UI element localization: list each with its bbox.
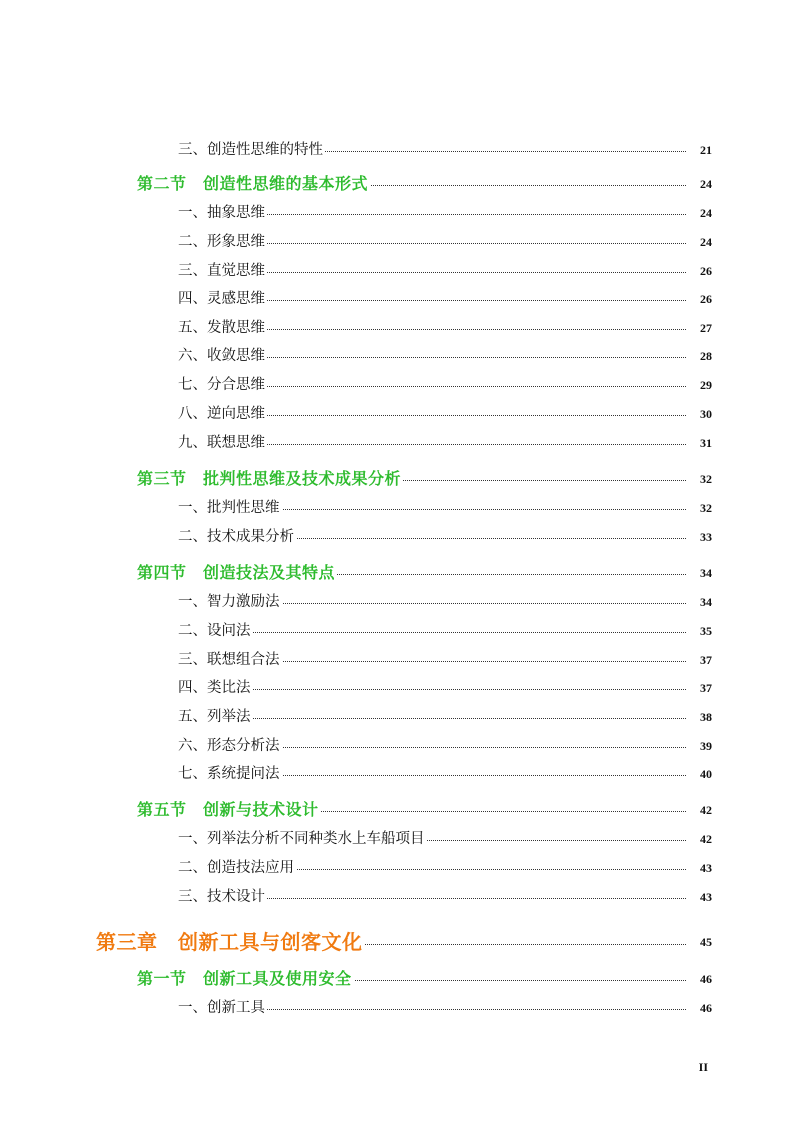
toc-entry[interactable] (0, 621, 800, 641)
toc-section-entry[interactable] (0, 469, 800, 489)
dot-leader (178, 632, 686, 633)
toc-entry-page: 30 (700, 407, 712, 421)
toc-entry-page: 33 (700, 530, 712, 544)
toc-entry-title: 二、技术成果分析 (178, 529, 294, 545)
toc-entry-page: 28 (700, 349, 712, 363)
toc-entry-title: 六、收敛思维 (178, 348, 265, 364)
toc-entry[interactable] (0, 592, 800, 612)
toc-entry[interactable] (0, 203, 800, 223)
toc-entry-title: 七、分合思维 (178, 377, 265, 393)
toc-entry[interactable] (0, 527, 800, 547)
toc-entry-page: 24 (700, 177, 712, 191)
toc-entry-title: 一、批判性思维 (178, 500, 280, 516)
toc-entry[interactable] (0, 887, 800, 907)
toc-entry[interactable] (0, 433, 800, 453)
toc-entry-page: 29 (700, 378, 712, 392)
dot-leader (178, 689, 686, 690)
toc-entry-page: 45 (700, 935, 712, 949)
toc-entry-page: 46 (700, 1001, 712, 1015)
toc-entry-title: 一、智力激励法 (178, 594, 280, 610)
toc-entry-page: 31 (700, 436, 712, 450)
toc-section-title: 第一节 创新工具及使用安全 (137, 969, 352, 988)
toc-chapter-entry[interactable] (0, 929, 800, 955)
toc-section-title: 第三节 批判性思维及技术成果分析 (137, 469, 402, 488)
toc-entry-title: 一、列举法分析不同种类水上车船项目 (178, 831, 425, 847)
toc-entry[interactable] (0, 375, 800, 395)
toc-section-title: 第四节 创造技法及其特点 (137, 563, 336, 582)
toc-entry[interactable] (0, 707, 800, 727)
toc-entry[interactable] (0, 289, 800, 309)
toc-entry-title: 四、灵感思维 (178, 291, 265, 307)
toc-entry-page: 43 (700, 861, 712, 875)
toc-entry-title: 六、形态分析法 (178, 738, 280, 754)
toc-entry[interactable] (0, 261, 800, 281)
toc-section-title: 第五节 创新与技术设计 (137, 800, 319, 819)
toc-entry-title: 三、联想组合法 (178, 652, 280, 668)
toc-entry-page: 32 (700, 501, 712, 515)
toc-entry-page: 24 (700, 206, 712, 220)
toc-entry[interactable] (0, 829, 800, 849)
toc-entry-title: 二、形象思维 (178, 234, 265, 250)
toc-entry-page: 21 (700, 143, 712, 157)
toc-entry-page: 34 (700, 595, 712, 609)
toc-section-entry[interactable] (0, 174, 800, 194)
toc-entry-page: 42 (700, 803, 712, 817)
toc-entry[interactable] (0, 764, 800, 784)
toc-entry-title: 五、列举法 (178, 709, 251, 725)
toc-entry-page: 38 (700, 710, 712, 724)
toc-entry-page: 40 (700, 767, 712, 781)
toc-entry-title: 二、创造技法应用 (178, 860, 294, 876)
toc-entry[interactable] (0, 998, 800, 1018)
toc-entry-title: 三、直觉思维 (178, 263, 265, 279)
toc-entry[interactable] (0, 318, 800, 338)
toc-entry[interactable] (0, 650, 800, 670)
toc-entry-title: 三、创造性思维的特性 (178, 142, 323, 158)
toc-entry-page: 37 (700, 681, 712, 695)
toc-entry[interactable] (0, 736, 800, 756)
toc-section-entry[interactable] (0, 800, 800, 820)
toc-entry[interactable] (0, 678, 800, 698)
toc-entry-page: 26 (700, 264, 712, 278)
dot-leader (178, 718, 686, 719)
toc-entry-title: 一、抽象思维 (178, 205, 265, 221)
toc-entry[interactable] (0, 858, 800, 878)
toc-entry[interactable] (0, 404, 800, 424)
toc-entry-page: 24 (700, 235, 712, 249)
toc-entry[interactable] (0, 498, 800, 518)
toc-entry-page: 46 (700, 972, 712, 986)
toc-chapter-title: 第三章 创新工具与创客文化 (96, 930, 363, 954)
toc-entry[interactable] (0, 140, 800, 160)
toc-entry-title: 四、类比法 (178, 680, 251, 696)
toc-section-title: 第二节 创造性思维的基本形式 (137, 174, 369, 193)
toc-entry-page: 43 (700, 890, 712, 904)
toc-entry-title: 八、逆向思维 (178, 406, 265, 422)
toc-section-entry[interactable] (0, 969, 800, 989)
toc-entry-page: 26 (700, 292, 712, 306)
toc-entry-page: 35 (700, 624, 712, 638)
toc-entry-title: 九、联想思维 (178, 435, 265, 451)
toc-entry[interactable] (0, 232, 800, 252)
page-number: II (698, 1060, 708, 1074)
toc-entry-title: 七、系统提问法 (178, 766, 280, 782)
toc-entry-page: 32 (700, 472, 712, 486)
toc-entry-title: 五、发散思维 (178, 320, 265, 336)
toc-entry-page: 39 (700, 739, 712, 753)
toc-entry-title: 三、技术设计 (178, 889, 265, 905)
toc-section-entry[interactable] (0, 563, 800, 583)
toc-entry-title: 二、设问法 (178, 623, 251, 639)
toc-entry-title: 一、创新工具 (178, 1000, 265, 1016)
toc-entry-page: 37 (700, 653, 712, 667)
toc-entry-page: 42 (700, 832, 712, 846)
toc-entry-page: 27 (700, 321, 712, 335)
toc-entry[interactable] (0, 346, 800, 366)
toc-entry-page: 34 (700, 566, 712, 580)
